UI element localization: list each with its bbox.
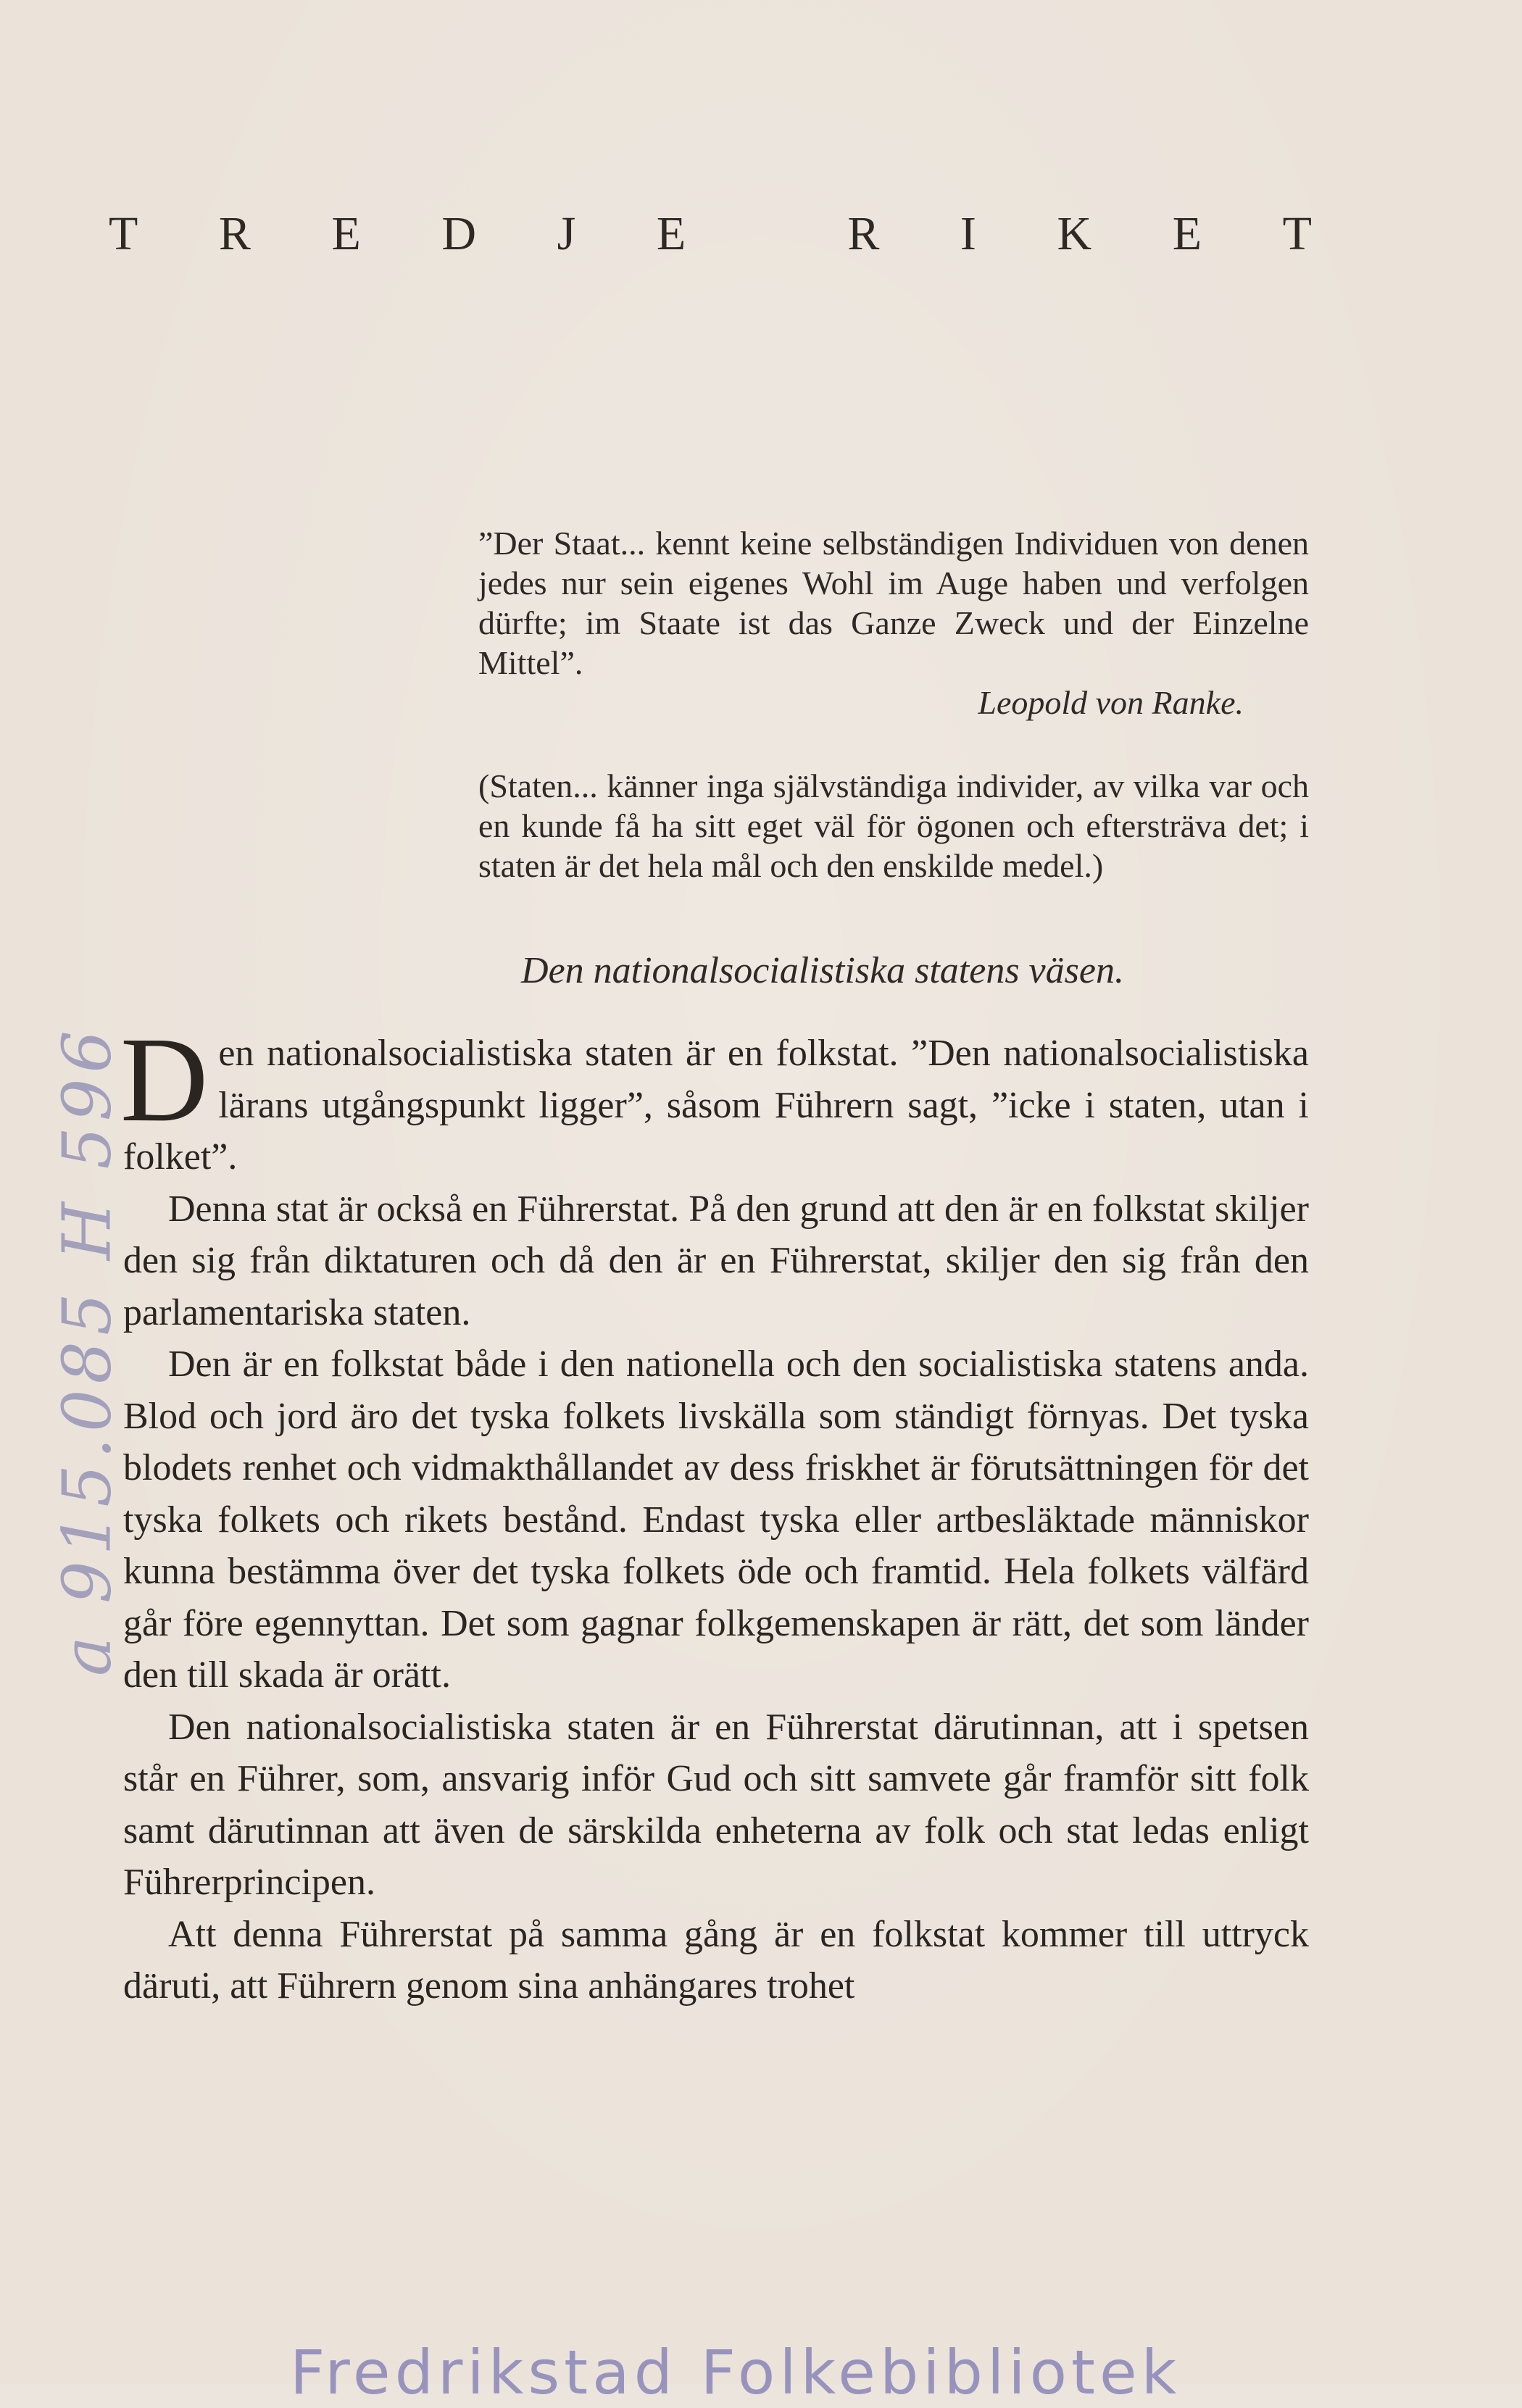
running-head-letter: R xyxy=(218,207,251,260)
library-stamp: Fredrikstad Folkebibliotek xyxy=(290,2337,1181,2408)
paragraph: Den nationalsocialistiska staten är en Führerstat därutinnan, att i spetsen står en Führer, som, ansvarig inför Gud och sitt samvete går framför sitt folk samt därutinnan att även de särskilda enheterna av folk och stat ledas enligt Führerprincipen. xyxy=(123,1706,1309,1903)
running-head-letter: T xyxy=(1282,207,1312,260)
running-head-letter: K xyxy=(1057,207,1092,260)
running-head-letter: E xyxy=(1172,207,1202,260)
epigraph xyxy=(478,523,1309,886)
body-text xyxy=(120,1012,1309,2012)
running-head-letter: D xyxy=(441,207,477,260)
paragraph-text: en nationalsocialistiska staten är en folkstat. ”Den nationalsocialistiska lärans utgångspunkt ligger”, såsom Führern sagt, ”icke i staten, utan i folket”. xyxy=(123,1033,1309,1178)
running-head-letter: T xyxy=(109,207,138,260)
section-title: Den nationalsocialistiska statens väsen. xyxy=(521,950,1124,991)
running-head-letter: E xyxy=(656,207,686,260)
paragraph: Att denna Führerstat på samma gång är en folkstat kommer till uttryck däruti, att Führern genom sina anhängares trohet xyxy=(123,1913,1309,2007)
epigraph-quote-german: ”Der Staat... kennt keine selbständigen Individuen von denen jedes nur sein eigenes Wohl im Auge haben und verfolgen dürfte; im Staate ist das Ganze Zweck und der Einzelne Mittel”. xyxy=(478,525,1309,681)
epigraph-attribution: Leopold von Ranke. xyxy=(978,684,1244,721)
paragraph: Den är en folkstat både i den nationella och den socialistiska statens anda. Blod och jord äro det tyska folkets livskälla som ständigt förnyas. Det tyska blodets renhet och vidmakthållandet av dess friskhet är förutsättningen för det tyska folkets och rikets bestånd. Endast tyska eller artbesläktade människor kunna bestämma över det tyska folkets öde och framtid. Hela folkets välfärd går före egennyttan. Det som gagnar folkgemenskapen är rätt, det som länder den till skada är orätt. xyxy=(123,1343,1309,1696)
handwritten-shelfmark: a 915.085 H 596 xyxy=(48,1025,126,1676)
running-head xyxy=(109,207,1312,262)
running-head-letter: J xyxy=(557,207,576,260)
epigraph-translation: (Staten... känner inga självständiga individer, av vilka var och en kunde få ha sitt eget väl för ögonen och eftersträva det; i staten är det hela mål och den enskilde medel.) xyxy=(478,767,1309,884)
running-head-letter: I xyxy=(960,207,976,260)
paragraph: Denna stat är också en Führerstat. På den grund att den är en folkstat skiljer den sig från diktaturen och då den är en Führerstat, skiljer den sig från den parlamentariska staten. xyxy=(123,1188,1309,1333)
running-head-letter: E xyxy=(331,207,361,260)
drop-cap: D xyxy=(120,1012,209,1147)
running-head-letter: R xyxy=(847,207,880,260)
paragraph xyxy=(120,1012,1309,1183)
